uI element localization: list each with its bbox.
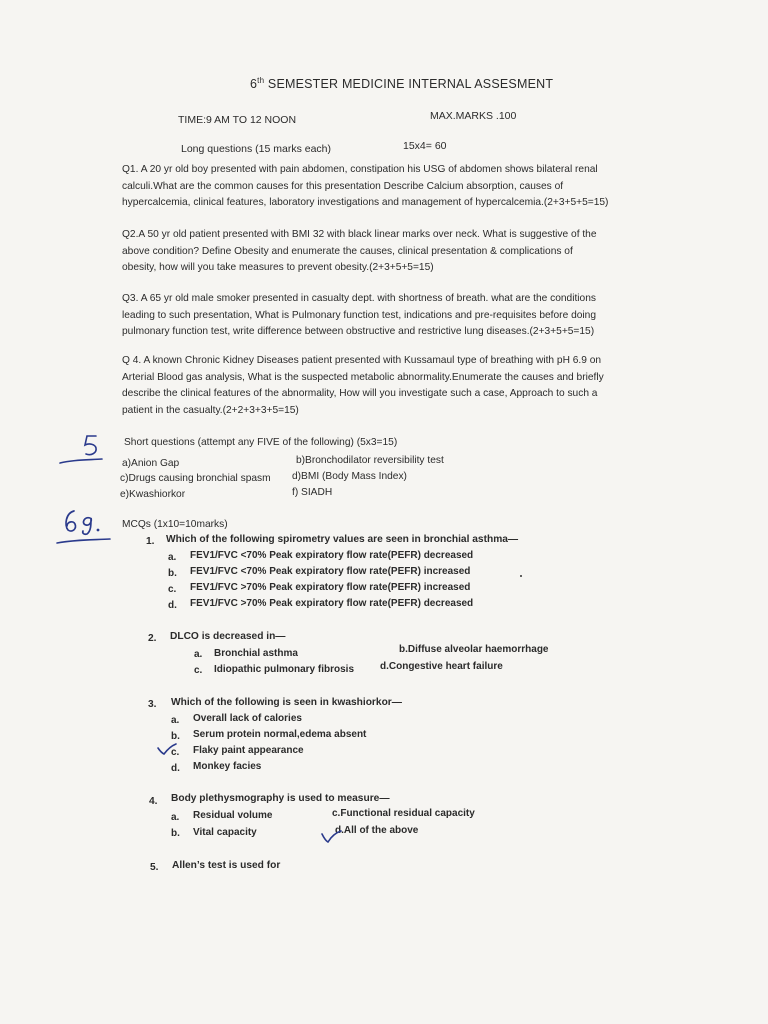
mcq-2-option-a-key: a. [194, 649, 203, 660]
short-question-c: c)Drugs causing bronchial spasm [120, 473, 271, 484]
short-questions-heading: Short questions (attempt any FIVE of the following) (5x3=15) [124, 437, 398, 448]
long-question-3: Q3. A 65 yr old male smoker presented in casualty dept. with shortness of breath. what are the conditions leading to such presentation, What is Pulmonary function test, indications and pre-requisites before doing pulmonary function test, write difference between obstructive and restrictive lung diseases.(2+3+5+5=15) [122, 293, 596, 337]
mcq-1-option-c-key: c. [168, 584, 177, 595]
mcq-4-option-d: d.All of the above [335, 825, 419, 836]
mcq-1-option-d: FEV1/FVC >70% Peak expiratory flow rate(PEFR) decreased [190, 598, 474, 609]
mcq-4-option-b: Vital capacity [193, 827, 257, 838]
short-question-d: d)BMI (Body Mass Index) [292, 471, 407, 482]
mcq-3-option-a-key: a. [171, 715, 180, 726]
mcq-1-option-a: FEV1/FVC <70% Peak expiratory flow rate(PEFR) decreased [190, 550, 474, 561]
mcq-5-number: 5. [150, 862, 159, 873]
mcq-3-option-a: Overall lack of calories [193, 713, 302, 724]
page-title: 6th SEMESTER MEDICINE INTERNAL ASSESMENT [250, 76, 554, 92]
mcq-2-option-d: d.Congestive heart failure [380, 661, 503, 672]
long-question-1: Q1. A 20 yr old boy presented with pain abdomen, constipation his USG of abdomen shows bilateral renal calculi.What are the common causes for this presentation Describe Calcium absorption, causes of hypercalcemia, clinical features, laboratory investigations and management of hypercalcemia.(2+3+5+5=15) [122, 164, 609, 208]
mcq-2-option-b: b.Diffuse alveolar haemorrhage [399, 644, 549, 655]
mcq-heading: MCQs (1x10=10marks) [122, 519, 228, 530]
handwritten-mark-6g [54, 505, 114, 547]
short-question-a: a)Anion Gap [122, 458, 180, 469]
mcq-3-option-b-key: b. [171, 731, 180, 742]
short-question-e: e)Kwashiorkor [120, 489, 186, 500]
short-question-b: b)Bronchodilator reversibility test [296, 455, 444, 466]
mcq-3-option-d: Monkey facies [193, 761, 262, 772]
mcq-4-number: 4. [149, 796, 158, 807]
max-marks: MAX.MARKS .100 [430, 110, 517, 122]
mcq-4-option-b-key: b. [171, 828, 180, 839]
short-question-f: f) SIADH [292, 487, 333, 498]
mcq-2-option-c: Idiopathic pulmonary fibrosis [214, 664, 355, 675]
mcq-3-option-c: Flaky paint appearance [193, 745, 304, 756]
long-questions-marks: 15x4= 60 [403, 140, 447, 152]
handwritten-tick-icon [320, 828, 342, 844]
ink-speck [520, 575, 522, 577]
mcq-3-question: Which of the following is seen in kwashiorkor— [171, 697, 402, 708]
mcq-1-option-c: FEV1/FVC >70% Peak expiratory flow rate(PEFR) increased [190, 582, 471, 593]
mcq-1-option-b: FEV1/FVC <70% Peak expiratory flow rate(PEFR) increased [190, 566, 471, 577]
mcq-1-question: Which of the following spirometry values are seen in bronchial asthma— [166, 534, 519, 545]
long-question-4: Q 4. A known Chronic Kidney Diseases patient presented with Kussamaul type of breathing with pH 6.9 on Arterial Blood gas analysis, What is the suspected metabolic abnormality.Enumerate the causes and briefly describe the clinical features of the abnormality, How will you investigate such a case, Approach to such a patient in the casualty.(2+2+3+3+5=15) [122, 355, 604, 416]
mcq-4-option-c: c.Functional residual capacity [332, 808, 475, 819]
mcq-3-option-b: Serum protein normal,edema absent [193, 729, 367, 740]
exam-time: TIME:9 AM TO 12 NOON [178, 114, 297, 126]
mcq-1-number: 1. [146, 536, 155, 547]
mcq-3-number: 3. [148, 699, 157, 710]
mcq-4-option-a-key: a. [171, 812, 180, 823]
mcq-3-option-d-key: d. [171, 763, 180, 774]
mcq-4-question: Body plethysmography is used to measure— [171, 793, 390, 804]
long-questions-label: Long questions (15 marks each) [181, 143, 331, 155]
long-question-2: Q2.A 50 yr old patient presented with BMI 32 with black linear marks over neck. What is suggestive of the above condition? Define Obesity and enumerate the causes, clinical presentation & complications of obesity, how will you take measures to prevent obesity.(2+3+5+5=15) [122, 229, 597, 273]
mcq-5-question: Allen’s test is used for [172, 860, 281, 871]
mcq-3-option-c-key: c. [171, 747, 180, 758]
mcq-2-option-a: Bronchial asthma [214, 648, 298, 659]
mcq-1-option-b-key: b. [168, 568, 177, 579]
mcq-2-question: DLCO is decreased in— [170, 631, 286, 642]
mcq-2-option-c-key: c. [194, 665, 203, 676]
mcq-1-option-a-key: a. [168, 552, 177, 563]
mcq-1-option-d-key: d. [168, 600, 177, 611]
handwritten-tick-icon [156, 742, 178, 756]
mcq-4-option-a: Residual volume [193, 810, 273, 821]
mcq-2-number: 2. [148, 633, 157, 644]
handwritten-mark-5 [56, 430, 108, 470]
